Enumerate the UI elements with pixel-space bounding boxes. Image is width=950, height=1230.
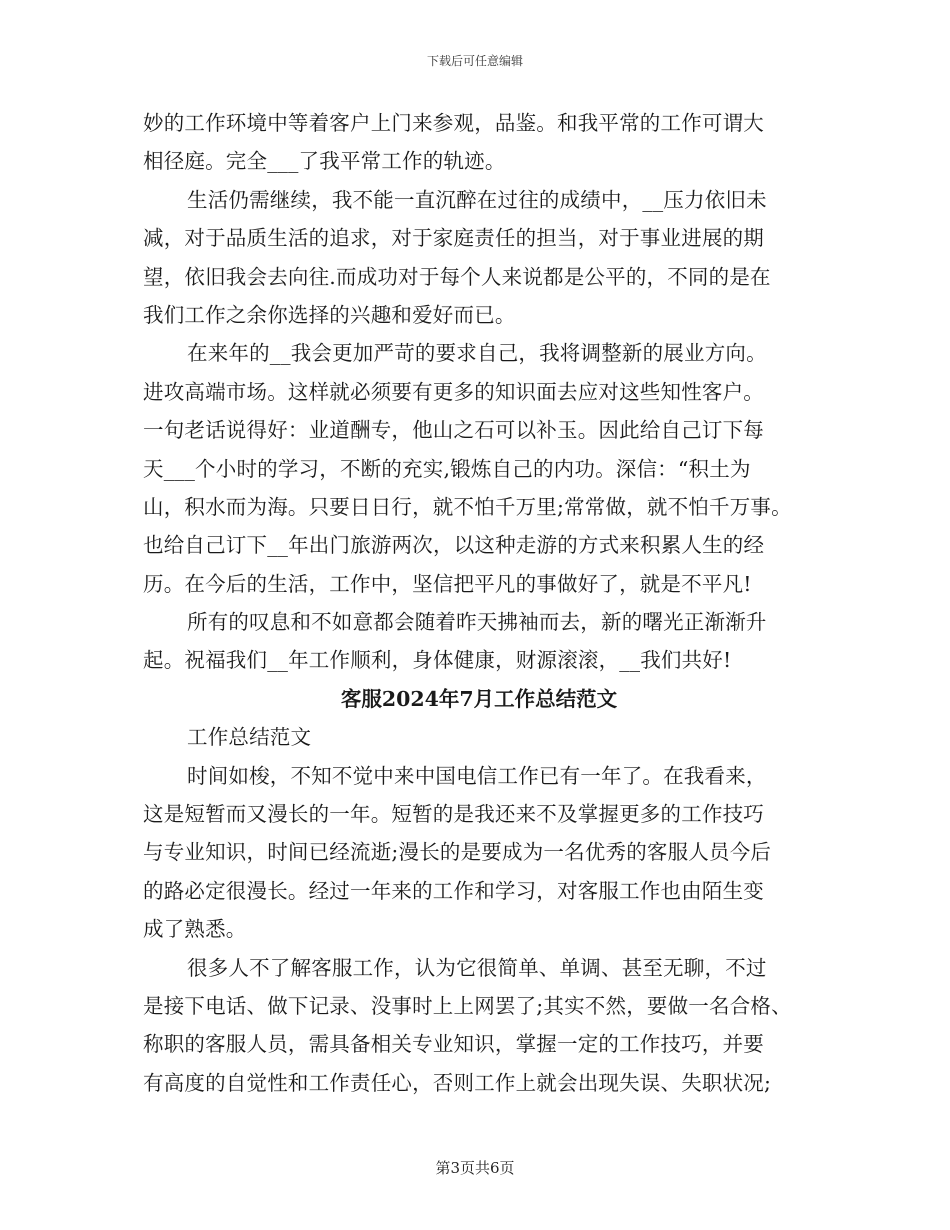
- text-line: 有高度的自觉性和工作责任心，否则工作上就会出现失误、失职状况;: [143, 1070, 772, 1095]
- text-line: 所有的叹息和不如意都会随着昨天拂袖而去，新的曙光正渐渐升: [187, 610, 767, 635]
- text-line: 望，依旧我会去向往.而成功对于每个人来说都是公平的，不同的是在: [143, 264, 771, 289]
- text-line: 生活仍需继续，我不能一直沉醉在过往的成绩中，__压力依旧未: [187, 187, 767, 212]
- text-line: 天___个小时的学习，不断的充实,锻炼自己的内功。深信：“积土为: [143, 456, 751, 481]
- text-line: 成了熟悉。: [143, 917, 247, 942]
- text-line: 历。在今后的生活，工作中，坚信把平凡的事做好了，就是不平凡!: [143, 571, 752, 596]
- text-line: 山，积水而为海。只要日日行，就不怕千万里;常常做，就不怕千万事。: [143, 494, 792, 519]
- text-line: 一句老话说得好：业道酬专，他山之石可以补玉。因此给自己订下每: [143, 418, 764, 443]
- text-line: 工作总结范文: [187, 725, 312, 750]
- text-line: 相径庭。完全___了我平常工作的轨迹。: [143, 149, 506, 174]
- text-line: 减，对于品质生活的追求，对于家庭责任的担当，对于事业进展的期: [143, 226, 764, 251]
- document-body: [143, 104, 823, 1102]
- text-line: 我们工作之余你选择的兴趣和爱好而已。: [143, 302, 516, 327]
- text-line: 进攻高端市场。这样就必须要有更多的知识面去应对这些知性客户。: [143, 379, 764, 404]
- text-line: 时间如梭，不知不觉中来中国电信工作已有一年了。在我看来，: [187, 763, 767, 788]
- text-line: 也给自己订下__年出门旅游两次，以这种走游的方式来积累人生的经: [143, 533, 765, 558]
- section-title: 客服2024年7月工作总结范文: [340, 686, 618, 711]
- text-line: 的路必定很漫长。经过一年来的工作和学习，对客服工作也由陌生变: [143, 878, 764, 903]
- page-footer: 第3页共6页: [435, 1159, 515, 1177]
- text-line: 妙的工作环境中等着客户上门来参观，品鉴。和我平常的工作可谓大: [143, 111, 764, 135]
- text-line: 这是短暂而又漫长的一年。短暂的是我还来不及掌握更多的工作技巧: [143, 802, 764, 827]
- text-line: 称职的客服人员，需具备相关专业知识，掌握一定的工作技巧，并要: [143, 1032, 764, 1057]
- paragraph-block-2: [143, 718, 823, 1102]
- text-line: 在来年的__我会更加严苛的要求自己，我将调整新的展业方向。: [187, 341, 767, 366]
- page-header: 下载后可任意编辑: [426, 54, 523, 68]
- paragraph-block-1: [143, 104, 823, 680]
- text-line: 起。祝福我们__年工作顺利，身体健康，财源滚滚，__我们共好!: [143, 648, 732, 673]
- text-line: 很多人不了解客服工作，认为它很简单、单调、甚至无聊，不过: [187, 955, 767, 980]
- text-line: 与专业知识，时间已经流逝;漫长的是要成为一名优秀的客服人员今后: [143, 840, 772, 865]
- text-line: 是接下电话、做下记录、没事时上上网罢了;其实不然，要做一名合格、: [143, 993, 792, 1018]
